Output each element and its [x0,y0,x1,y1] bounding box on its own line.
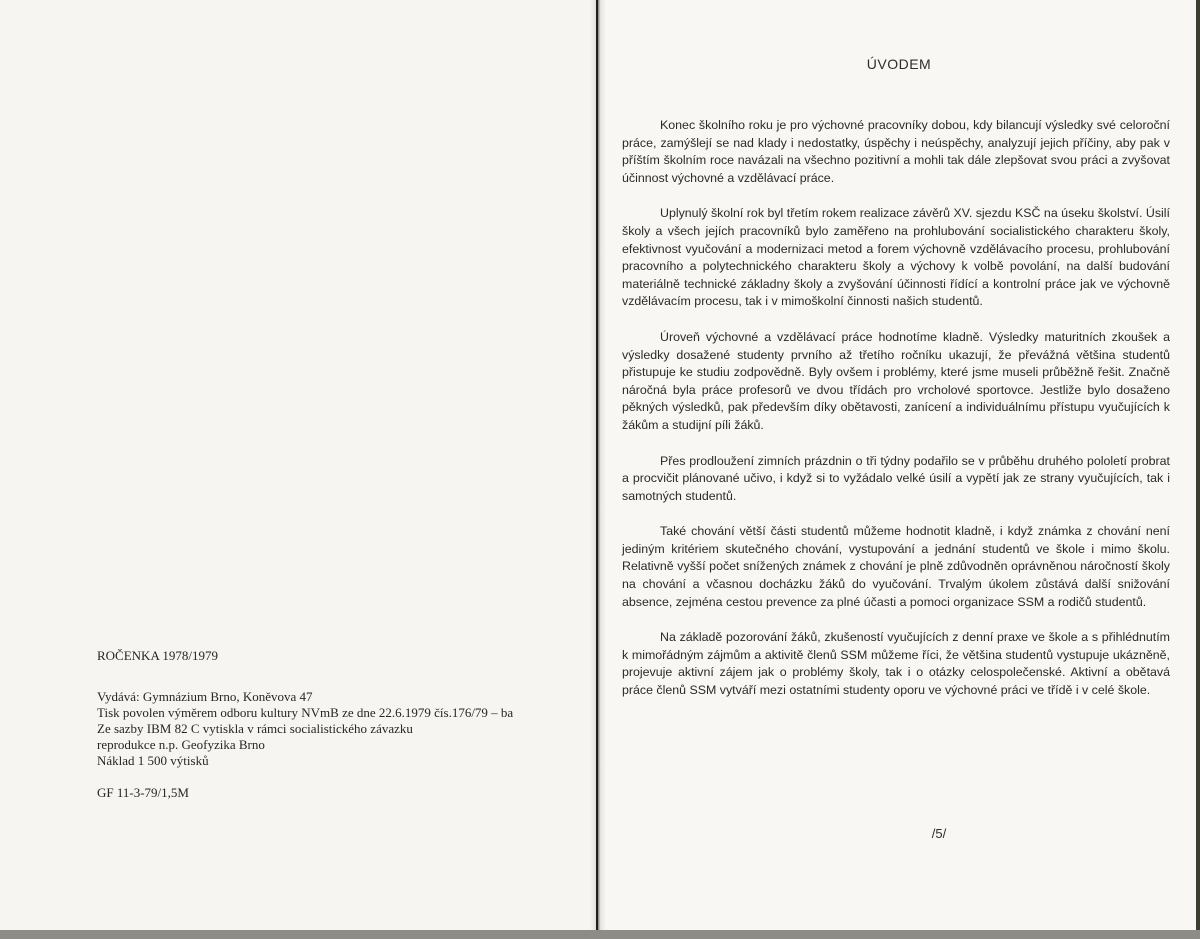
paragraph: Konec školního roku je pro výchovné pracovníky dobou, kdy bilancují výsledky své celoroční práce, zamýšlejí se nad klady i nedostatky, úspěchy i neúspěchy, analyzují jejich příčiny, aby pak v příštím školním roce navázali na všechno pozitivní a mohli tak dále zlepšovat svou práci a zvyšovat účinnost výchovné a vzdělávací práce. [622,118,1170,185]
imprint-line-typesetting: Ze sazby IBM 82 C vytiskla v rámci socialistického závazku [97,721,413,736]
imprint-line-permit: Tisk povolen výměrem odboru kultury NVmB ze dne 22.6.1979 čís.176/79 – ba [97,705,514,720]
left-page [0,0,596,930]
paragraph: Úroveň výchovné a vzdělávací práce hodnotíme kladně. Výsledky maturitních zkoušek a výsledky dosažené studenty prvního až třetího ročníku ukazují, že převážná většina studentů přistupuje ke studiu zodpovědně. Byly ovšem i problémy, které jsme museli průběžně řešit. Značně náročná byla práce profesorů ve dvou třídách pro vrcholové sportovce. Jestliže bylo dosaženo pěkných výsledků, pak především díky obětavosti, zanícení a individuálnímu přístupu vyučujících k žákům a studijní píli žáků. [622,329,1170,432]
bottom-edge [0,930,1200,939]
page-number: /5/ [931,826,947,841]
page-heading: ÚVODEM [866,56,932,72]
imprint-block [97,648,577,801]
body-text [622,117,1170,718]
paragraph: Na základě pozorování žáků, zkušeností vyučujících z denní praxe ve škole a s přihlédnutím k mimořádným zájmům a aktivitě členů SSM můžeme říci, že většina studentů vystupuje ukázněně, projevuje aktivní zájem jak o problémy školy, tak i o otázky celospolečenské. Aktivní a obětavá práce členů SSM vytváří mezi ostatními studenty oporu ve výchovné práci ve třídě i v celé škole. [622,630,1170,698]
cover-edge [1196,0,1200,930]
paragraph: Uplynulý školní rok byl třetím rokem realizace závěrů XV. sjezdu KSČ na úseku školství. Úsilí školy a všech jejích pracovníků bylo zaměřeno na prohlubování socialistického charakteru školy, efektivnost vyučování a modernizaci metod a forem výchovně vzdělávacího procesu, prohlubování pracovního a polytechnického charakteru školy a výchovy k volbě povolání, na další budování materiálně technické základny školy a zvyšování účinnosti řídící a kontrolní práce jak ve výchovně vzdělávacím procesu, tak i v mimoškolní činnosti našich studentů. [622,206,1170,309]
paragraph: Také chování větší části studentů můžeme hodnotit kladně, i když známka z chování není jediným kritériem skutečného chování, vystupování a jednání studentů ve škole i mimo školu. Relativně vyšší počet snížených známek z chování je plně zdůvodněn oprávněnou náročností školy na chování a včasnou docházku žáků do vyučování. Trvalým úkolem zůstává další snižování absence, zejména cestou prevence za plné účasti a pomoci organizace SSM a rodičů studentů. [622,524,1170,609]
imprint-title: ROČENKA 1978/1979 [97,648,218,663]
imprint-line-reproduction: reprodukce n.p. Geofyzika Brno [97,737,265,752]
book-gutter [590,0,606,930]
imprint-code: GF 11-3-79/1,5M [97,785,189,800]
paragraph: Přes prodloužení zimních prázdnin o tři týdny podařilo se v průběhu druhého pololetí probrat a procvičit plánované učivo, i když si to vyžádalo velké úsilí a vypětí jak ze strany vyučujících, tak i samotných studentů. [622,453,1170,503]
imprint-line-print-run: Náklad 1 500 výtisků [97,753,209,768]
imprint-line-publisher: Vydává: Gymnázium Brno, Koněvova 47 [97,689,313,704]
right-page [598,0,1200,930]
